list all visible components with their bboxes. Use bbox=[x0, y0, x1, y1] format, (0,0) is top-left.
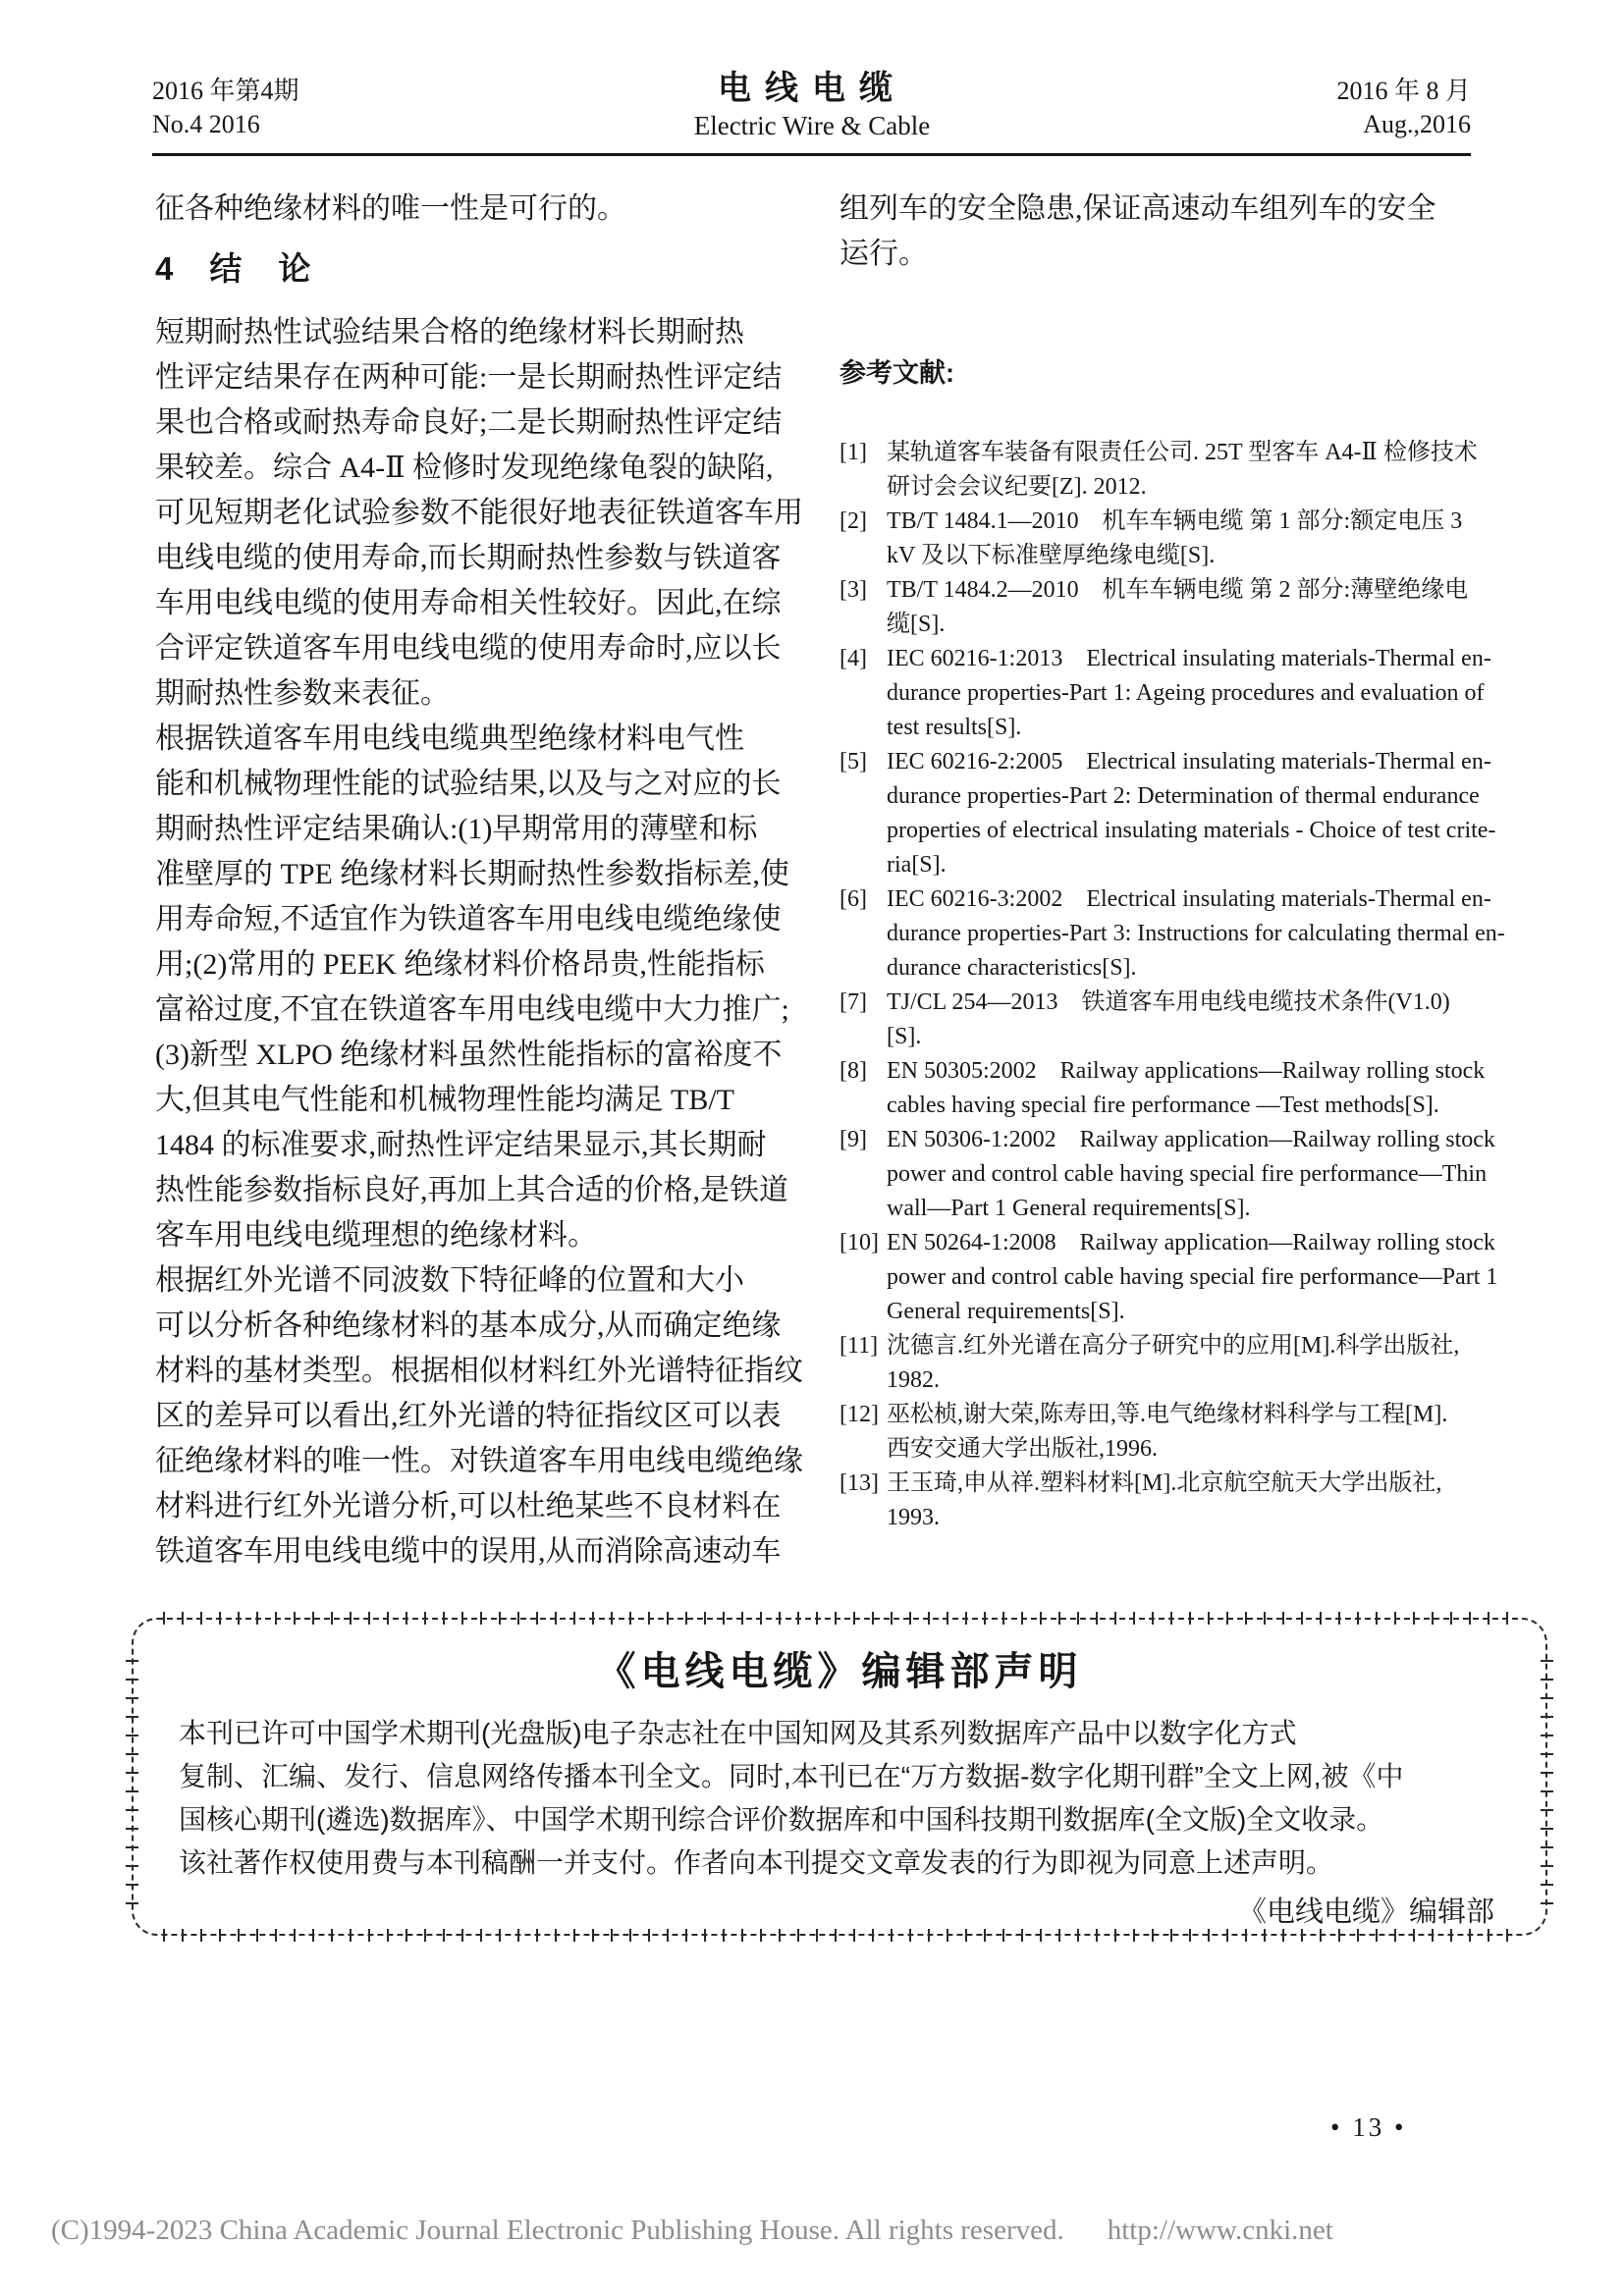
paragraph-continuation bbox=[155, 187, 793, 232]
reference-label: [9] bbox=[839, 1127, 867, 1152]
text-line: 果较差。综合 A4-Ⅱ 检修时发现绝缘龟裂的缺陷, bbox=[155, 452, 774, 484]
text-line: 性评定结果存在两种可能:一是长期耐热性评定结 bbox=[155, 361, 783, 394]
text-line: 果也合格或耐热寿命良好;二是长期耐热性评定结 bbox=[155, 406, 783, 439]
reference-text-line: IEC 60216-2:2005 Electrical insulating materials-Thermal en- bbox=[887, 749, 1491, 774]
reference-label: [2] bbox=[839, 508, 867, 534]
reference-text-line: 某轨道客车装备有限责任公司. 25T 型客车 A4-Ⅱ 检修技术 bbox=[887, 440, 1478, 465]
reference-lines bbox=[887, 573, 1471, 642]
text-line: 用;(2)常用的 PEEK 绝缘材料价格昂贵,性能指标 bbox=[155, 948, 765, 981]
paragraph-lines bbox=[155, 310, 803, 717]
reference-text-line: 巫松桢,谢大荣,陈寿田,等.电气绝缘材料科学与工程[M]. bbox=[887, 1402, 1448, 1427]
issue-number-cn: 2016 年第4期 bbox=[152, 77, 299, 105]
reference-item bbox=[839, 1123, 1495, 1226]
reference-label: [8] bbox=[839, 1058, 867, 1084]
right-column bbox=[839, 187, 1505, 1535]
reference-item bbox=[839, 573, 1471, 642]
reference-item bbox=[839, 505, 1471, 573]
text-line: 1484 的标准要求,耐热性评定结果显示,其长期耐 bbox=[155, 1129, 767, 1161]
issue-date-en: Aug.,2016 bbox=[1363, 110, 1471, 138]
text-line: 能和机械物理性能的试验结果,以及与之对应的长 bbox=[155, 768, 782, 800]
reference-text-line: 1993. bbox=[887, 1505, 940, 1530]
reference-text-line: 西安交通大学出版社,1996. bbox=[887, 1436, 1158, 1462]
text-line: 运行。 bbox=[839, 238, 928, 270]
header-date-block bbox=[1080, 75, 1471, 141]
statement-title: 《电线电缆》编辑部声明 bbox=[596, 1650, 1083, 1693]
paragraph-continuation bbox=[839, 187, 1471, 277]
text-line: 期耐热性参数来表征。 bbox=[155, 677, 450, 710]
reference-lines bbox=[887, 1329, 1471, 1398]
reference-item bbox=[839, 986, 1471, 1054]
reference-label: [10] bbox=[839, 1230, 879, 1255]
reference-text-line: kV 及以下标准壁厚绝缘电缆[S]. bbox=[887, 543, 1216, 568]
statement-signature: 《电线电缆》编辑部 bbox=[1237, 1896, 1494, 1928]
reference-item bbox=[839, 1398, 1471, 1467]
box-border-ticks-left bbox=[126, 1649, 138, 1904]
reference-text-line: wall—Part 1 General requirements[S]. bbox=[887, 1196, 1251, 1221]
reference-item bbox=[839, 1329, 1471, 1398]
reference-text-line: power and control cable having special fire performance—Part 1 bbox=[887, 1264, 1498, 1290]
box-border-ticks-right bbox=[1541, 1649, 1553, 1904]
reference-lines bbox=[887, 436, 1478, 505]
text-line: 车用电线电缆的使用寿命相关性较好。因此,在综 bbox=[155, 587, 782, 619]
reference-lines bbox=[887, 642, 1491, 745]
text-line: 材料的基材类型。根据相似材料红外光谱特征指纹 bbox=[155, 1355, 803, 1387]
paragraph bbox=[155, 310, 803, 717]
conclusion-paragraphs bbox=[155, 310, 803, 1575]
issue-number-en: No.4 2016 bbox=[152, 110, 260, 138]
text-line: 区的差异可以看出,红外光谱的特征指纹区可以表 bbox=[155, 1400, 782, 1432]
paragraph bbox=[155, 1258, 803, 1575]
text-line: 根据铁道客车用电线电缆典型绝缘材料电气性 bbox=[155, 722, 744, 755]
reference-text-line: EN 50264-1:2008 Railway application—Railway rolling stock bbox=[887, 1230, 1495, 1255]
reference-text-line: 缆[S]. bbox=[887, 612, 946, 637]
reference-text-line: cables having special fire performance —Test methods[S]. bbox=[887, 1093, 1439, 1118]
issue-date-cn: 2016 年 8 月 bbox=[1336, 77, 1471, 105]
reference-text-line: TB/T 1484.2—2010 机车车辆电缆 第 2 部分:薄壁绝缘电 bbox=[887, 577, 1469, 603]
text-line: 准壁厚的 TPE 绝缘材料长期耐热性参数指标差,使 bbox=[155, 858, 789, 890]
paragraph bbox=[155, 717, 793, 1258]
reference-text-line: durance properties-Part 1: Ageing procedures and evaluation of bbox=[887, 680, 1485, 706]
reference-lines bbox=[887, 1226, 1498, 1329]
section-heading-conclusion: 4 结 论 bbox=[155, 250, 313, 287]
reference-lines bbox=[887, 1123, 1495, 1226]
text-line: 根据红外光谱不同波数下特征峰的位置和大小 bbox=[155, 1264, 744, 1297]
text-line: (3)新型 XLPO 绝缘材料虽然性能指标的富裕度不 bbox=[155, 1039, 783, 1071]
reference-text-line: IEC 60216-3:2002 Electrical insulating materials-Thermal en- bbox=[887, 886, 1491, 912]
text-line: 征绝缘材料的唯一性。对铁道客车用电线电缆绝缘 bbox=[155, 1445, 803, 1477]
text-line: 铁道客车用电线电缆中的误用,从而消除高速动车 bbox=[155, 1535, 782, 1568]
reference-text-line: durance properties-Part 2: Determination of thermal endurance bbox=[887, 783, 1480, 809]
reference-label: [11] bbox=[839, 1333, 879, 1359]
statement-text-line: 本刊已许可中国学术期刊(光盘版)电子杂志社在中国知网及其系列数据库产品中以数字化方式 bbox=[179, 1718, 1297, 1748]
copyright-footer bbox=[51, 2215, 1333, 2247]
reference-label: [4] bbox=[839, 646, 867, 671]
text-line: 热性能参数指标良好,再加上其合适的价格,是铁道 bbox=[155, 1174, 788, 1206]
text-line: 大,但其电气性能和机械物理性能均满足 TB/T bbox=[155, 1084, 734, 1116]
paragraph-lines bbox=[155, 1258, 803, 1575]
reference-item bbox=[839, 882, 1505, 986]
reference-label: [1] bbox=[839, 440, 867, 465]
reference-text-line: TJ/CL 254—2013 铁道客车用电线电缆技术条件(V1.0) bbox=[887, 989, 1450, 1015]
text-line: 征各种绝缘材料的唯一性是可行的。 bbox=[155, 192, 626, 225]
reference-text-line: TB/T 1484.1—2010 机车车辆电缆 第 1 部分:额定电压 3 bbox=[887, 508, 1463, 534]
text-line: 电线电缆的使用寿命,而长期耐热性参数与铁道客 bbox=[155, 542, 782, 574]
reference-text-line: IEC 60216-1:2013 Electrical insulating materials-Thermal en- bbox=[887, 646, 1491, 671]
reference-text-line: EN 50305:2002 Railway applications—Railway rolling stock bbox=[887, 1058, 1486, 1084]
reference-item bbox=[839, 1226, 1498, 1329]
reference-item bbox=[839, 745, 1496, 882]
statement-body bbox=[179, 1712, 1500, 1885]
text-line: 期耐热性评定结果确认:(1)早期常用的薄壁和标 bbox=[155, 813, 758, 845]
box-border-ticks-top bbox=[163, 1612, 1516, 1625]
copyright-text: (C)1994-2023 China Academic Journal Electronic Publishing House. All rights reserved. bbox=[51, 2215, 1064, 2246]
text-line: 组列车的安全隐患,保证高速动车组列车的安全 bbox=[839, 192, 1436, 225]
text-line: 材料进行红外光谱分析,可以杜绝某些不良材料在 bbox=[155, 1490, 782, 1522]
text-line: 合评定铁道客车用电线电缆的使用寿命时,应以长 bbox=[155, 632, 782, 665]
reference-text-line: power and control cable having special fire performance—Thin bbox=[887, 1161, 1488, 1187]
paragraph-lines bbox=[155, 717, 793, 1258]
reference-label: [7] bbox=[839, 989, 867, 1015]
reference-label: [12] bbox=[839, 1402, 879, 1427]
reference-lines bbox=[887, 745, 1496, 882]
header-rule bbox=[152, 153, 1471, 156]
editorial-statement-box bbox=[132, 1618, 1547, 1936]
reference-lines bbox=[887, 505, 1471, 573]
references-heading: 参考文献: bbox=[839, 358, 954, 388]
text-line: 可见短期老化试验参数不能很好地表征铁道客车用 bbox=[155, 497, 803, 529]
reference-label: [3] bbox=[839, 577, 867, 603]
journal-title-en: Electric Wire & Cable bbox=[693, 111, 931, 140]
reference-lines bbox=[887, 986, 1471, 1054]
text-line: 用寿命短,不适宜作为铁道客车用电线电缆绝缘使 bbox=[155, 903, 782, 935]
box-border-ticks-bottom bbox=[163, 1929, 1516, 1942]
reference-lines bbox=[887, 1398, 1471, 1467]
page-number: • 13 • bbox=[1330, 2112, 1407, 2142]
reference-label: [6] bbox=[839, 886, 867, 912]
reference-item bbox=[839, 642, 1491, 745]
reference-lines bbox=[887, 882, 1505, 986]
reference-lines bbox=[887, 1054, 1486, 1123]
text-line: 短期耐热性试验结果合格的绝缘材料长期耐热 bbox=[155, 316, 744, 348]
references-list bbox=[839, 436, 1505, 1535]
reference-text-line: 研讨会会议纪要[Z]. 2012. bbox=[887, 474, 1147, 500]
reference-item bbox=[839, 1467, 1471, 1535]
reference-text-line: ria[S]. bbox=[887, 852, 947, 878]
reference-text-line: General requirements[S]. bbox=[887, 1299, 1125, 1324]
reference-item bbox=[839, 1054, 1486, 1123]
reference-text-line: durance characteristics[S]. bbox=[887, 955, 1137, 981]
reference-label: [5] bbox=[839, 749, 867, 774]
text-line: 可以分析各种绝缘材料的基本成分,从而确定绝缘 bbox=[155, 1309, 782, 1342]
reference-text-line: 王玉琦,申从祥.塑料材料[M].北京航空航天大学出版社, bbox=[887, 1470, 1442, 1496]
statement-text-line: 该社著作权使用费与本刊稿酬一并支付。作者向本刊提交文章发表的行为即视为同意上述声明。 bbox=[179, 1847, 1334, 1878]
reference-label: [13] bbox=[839, 1470, 879, 1496]
reference-text-line: 沈德言.红外光谱在高分子研究中的应用[M].科学出版社, bbox=[887, 1333, 1460, 1359]
journal-title-cn: 电线电缆 bbox=[718, 70, 906, 107]
reference-text-line: 1982. bbox=[887, 1367, 940, 1393]
reference-text-line: [S]. bbox=[887, 1024, 922, 1049]
reference-lines bbox=[887, 1467, 1471, 1535]
text-line: 客车用电线电缆理想的绝缘材料。 bbox=[155, 1219, 597, 1252]
statement-text-line: 复制、汇编、发行、信息网络传播本刊全文。同时,本刊已在“万方数据-数字化期刊群”全文上网,被《中 bbox=[179, 1761, 1404, 1791]
reference-item bbox=[839, 436, 1478, 505]
statement-text-line: 国核心期刊(遴选)数据库》、中国学术期刊综合评价数据库和中国科技期刊数据库(全文版)全文收录。 bbox=[179, 1804, 1384, 1835]
reference-text-line: EN 50306-1:2002 Railway application—Railway rolling stock bbox=[887, 1127, 1495, 1152]
left-column bbox=[155, 187, 803, 1575]
cnki-url: http://www.cnki.net bbox=[1107, 2215, 1333, 2246]
reference-text-line: properties of electrical insulating materials - Choice of test crite- bbox=[887, 818, 1496, 843]
reference-text-line: durance properties-Part 3: Instructions for calculating thermal en- bbox=[887, 921, 1505, 946]
text-line: 富裕过度,不宜在铁道客车用电线电缆中大力推广; bbox=[155, 993, 789, 1026]
reference-text-line: test results[S]. bbox=[887, 715, 1022, 740]
